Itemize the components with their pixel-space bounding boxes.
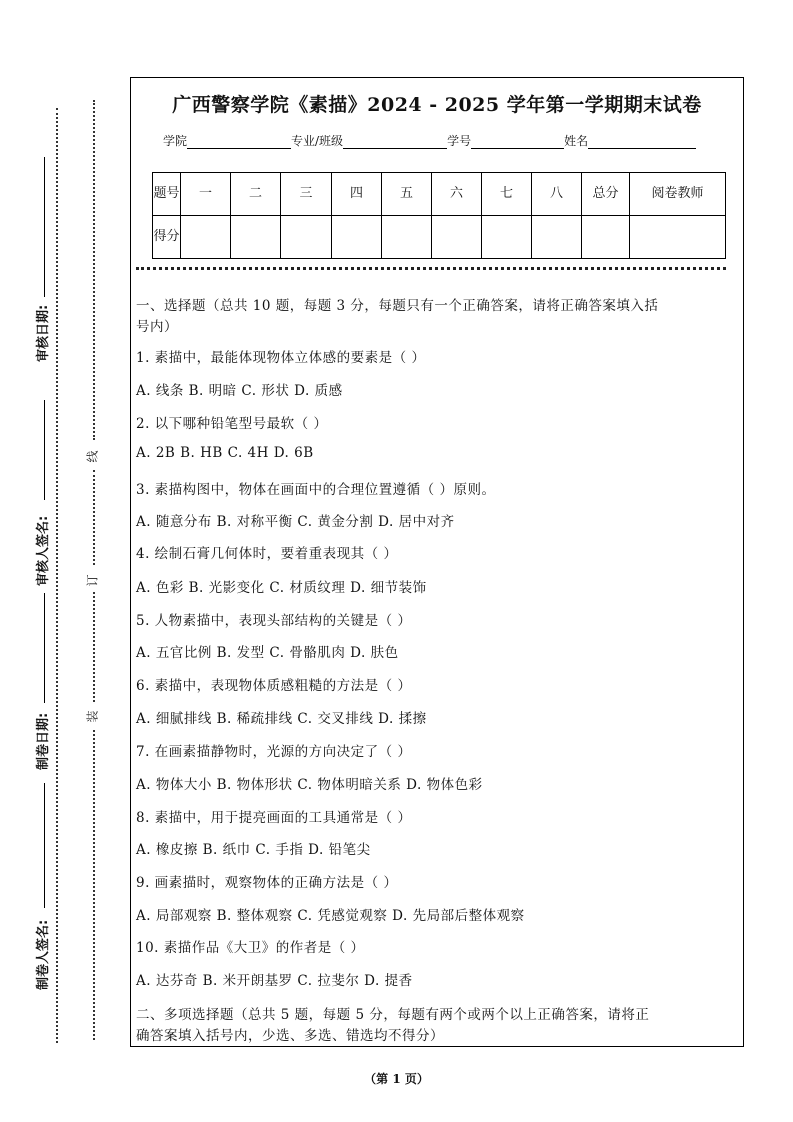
score-col-1: 一: [181, 173, 231, 216]
question-4: 4. 绘制石膏几何体时，要着重表现其（ ）: [136, 546, 398, 562]
binding-dotted-rule-4: [93, 730, 95, 1040]
options-2: A. 2B B. HB C. 4H D. 6B: [136, 445, 314, 461]
question-5: 5. 人物素描中，表现头部结构的关键是（ ）: [136, 613, 412, 629]
binding-dotted-rule-2: [93, 470, 95, 565]
question-number-label: 题号: [153, 173, 181, 216]
college-field[interactable]: [187, 135, 291, 149]
reviewer-sign-label: 审核人签名:: [36, 515, 51, 586]
score-col-7: 七: [482, 173, 532, 216]
score-cell[interactable]: [332, 216, 382, 259]
score-cell[interactable]: [181, 216, 231, 259]
binding-char-seal: 装: [85, 710, 100, 723]
options-8: A. 橡皮擦 B. 纸巾 C. 手指 D. 铅笔尖: [136, 842, 371, 858]
binding-char-line: 线: [85, 450, 100, 463]
question-1: 1. 素描中，最能体现物体立体感的要素是（ ）: [136, 350, 426, 366]
page-number: （第 1 页）: [364, 1072, 429, 1086]
options-6: A. 细腻排线 B. 稀疏排线 C. 交叉排线 D. 揉擦: [136, 711, 427, 727]
section1-heading-line1: 一、选择题（总共 10 题，每题 3 分，每题只有一个正确答案，请将正确答案填入括: [136, 298, 659, 314]
student-id-field[interactable]: [471, 135, 564, 149]
options-5: A. 五官比例 B. 发型 C. 骨骼肌肉 D. 肤色: [136, 645, 399, 661]
options-1: A. 线条 B. 明暗 C. 形状 D. 质感: [136, 383, 343, 399]
question-9: 9. 画素描时，观察物体的正确方法是（ ）: [136, 875, 398, 891]
options-9: A. 局部观察 B. 整体观察 C. 凭感觉观察 D. 先局部后整体观察: [136, 908, 525, 924]
maker-sign-rule: [44, 783, 45, 908]
reviewer-header: 阅卷教师: [630, 173, 726, 216]
binding-char-bind: 订: [85, 574, 100, 587]
binding-dotted-rule-1: [93, 100, 95, 440]
question-7: 7. 在画素描静物时，光源的方向决定了（ ）: [136, 744, 412, 760]
score-cell-total[interactable]: [582, 216, 630, 259]
score-col-total: 总分: [582, 173, 630, 216]
score-table-header-row: [153, 173, 726, 216]
score-cell[interactable]: [482, 216, 532, 259]
score-col-2: 二: [231, 173, 281, 216]
section2-heading-line2: 确答案填入括号内，少选、多选、错选均不得分）: [136, 1028, 444, 1044]
section2-heading-line1: 二、多项选择题（总共 5 题，每题 5 分，每题有两个或两个以上正确答案，请将正: [136, 1007, 650, 1023]
score-col-5: 五: [382, 173, 432, 216]
section1-heading-line2: 号内）: [136, 319, 178, 335]
name-label: 姓名: [564, 134, 589, 148]
question-2: 2. 以下哪种铅笔型号最软（ ）: [136, 416, 328, 432]
question-8: 8. 素描中，用于提亮画面的工具通常是（ ）: [136, 810, 412, 826]
left-dotted-rule: [56, 108, 58, 1043]
score-table: [152, 172, 726, 259]
question-3: 3. 素描构图中，物体在画面中的合理位置遵循（ ）原则。: [136, 482, 496, 498]
binding-dotted-rule-3: [93, 592, 95, 702]
score-cell[interactable]: [432, 216, 482, 259]
question-6: 6. 素描中，表现物体质感粗糙的方法是（ ）: [136, 678, 412, 694]
score-cell[interactable]: [532, 216, 582, 259]
review-date-rule: [44, 157, 45, 297]
options-4: A. 色彩 B. 光影变化 C. 材质纹理 D. 细节装饰: [136, 580, 427, 596]
options-3: A. 随意分布 B. 对称平衡 C. 黄金分割 D. 居中对齐: [136, 514, 455, 530]
exam-title: 广西警察学院《素描》2024 - 2025 学年第一学期期末试卷: [172, 94, 702, 116]
student-info-line: [163, 132, 696, 149]
major-label: 专业/班级: [291, 134, 344, 148]
major-field[interactable]: [343, 135, 447, 149]
dotted-separator: [136, 267, 726, 270]
score-col-3: 三: [281, 173, 332, 216]
options-10: A. 达芬奇 B. 米开朗基罗 C. 拉斐尔 D. 提香: [136, 973, 413, 989]
maker-sign-label: 制卷人签名:: [36, 919, 51, 990]
score-cell[interactable]: [382, 216, 432, 259]
review-date-label: 审核日期:: [36, 304, 51, 362]
score-row-label: 得分: [153, 216, 181, 259]
question-10: 10. 素描作品《大卫》的作者是（ ）: [136, 940, 365, 956]
score-cell[interactable]: [281, 216, 332, 259]
score-table-score-row: [153, 216, 726, 259]
score-col-8: 八: [532, 173, 582, 216]
maker-date-label: 制卷日期:: [36, 712, 51, 770]
options-7: A. 物体大小 B. 物体形状 C. 物体明暗关系 D. 物体色彩: [136, 777, 483, 793]
student-id-label: 学号: [447, 134, 472, 148]
score-col-6: 六: [432, 173, 482, 216]
name-field[interactable]: [588, 135, 696, 149]
reviewer-sign-rule: [44, 400, 45, 500]
score-col-4: 四: [332, 173, 382, 216]
college-label: 学院: [163, 134, 188, 148]
maker-date-rule: [44, 593, 45, 703]
score-cell[interactable]: [231, 216, 281, 259]
reviewer-cell[interactable]: [630, 216, 726, 259]
